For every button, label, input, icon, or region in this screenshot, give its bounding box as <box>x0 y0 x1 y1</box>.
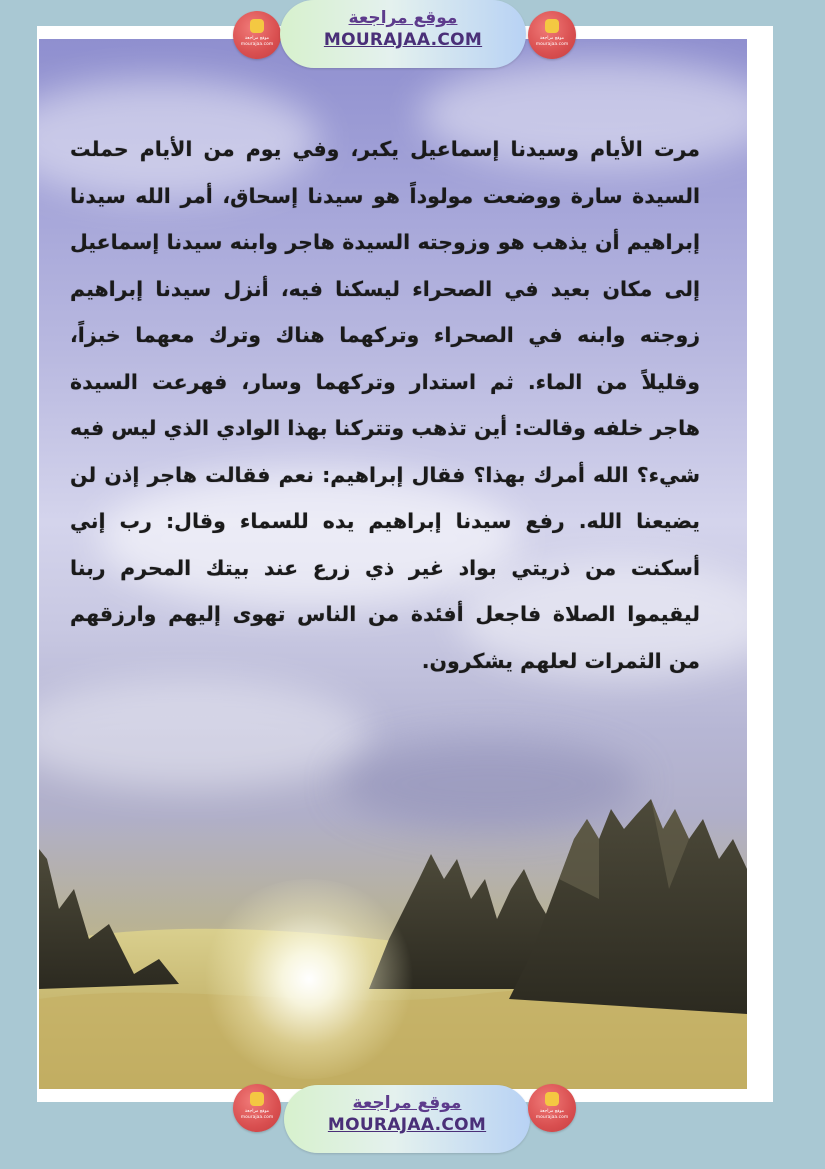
mourajaa-logo-icon: موقع مراجعة mourajaa.com <box>528 1084 576 1132</box>
site-name-ar[interactable]: موقع مراجعة <box>348 8 458 28</box>
story-text: مرت الأيام وسيدنا إسماعيل يكبر، وفي يوم من الأيام حملت السيدة سارة ووضعت مولوداً هو سيدنا إسحاق، أمر الله سيدنا إبراهيم أن يذهب هو وزوجته السيدة هاجر وابنه سيدنا إسماعيل إلى مكان بعيد في الصحراء ليسكنا فيه، أنزل سيدنا إبراهيم زوجته وابنه في الصحراء وتركهما هناك وترك معهما خبزاً، وقليلاً من الماء. ثم استدار وتركهما وسار، فهرعت السيدة هاجر خلفه وقالت: أين تذهب وتتركنا بهذا الوادي الذي ليس فيه شيء؟ الله أمرك بهذا؟ فقال إبراهيم: نعم فقالت هاجر إذن لن يضيعنا الله. رفع سيدنا إبراهيم يده للسماء وقال: رب إني أسكنت من ذريتي بواد غير ذي زرع عند بيتك المحرم ربنا ليقيموا الصلاة فاجعل أفئدة من الناس تهوى إليهم وارزقهم من الثمرات لعلهم يشكرون. <box>70 137 700 673</box>
mourajaa-logo-icon: موقع مراجعة mourajaa.com <box>233 11 281 59</box>
site-domain[interactable]: MOURAJAA.COM <box>327 1115 487 1135</box>
site-domain[interactable]: MOURAJAA.COM <box>323 30 483 50</box>
light-burst <box>199 879 419 1079</box>
site-name-ar[interactable]: موقع مراجعة <box>352 1093 462 1113</box>
mourajaa-logo-icon: موقع مراجعة mourajaa.com <box>528 11 576 59</box>
mourajaa-logo-icon: موقع مراجعة mourajaa.com <box>233 1084 281 1132</box>
site-badge-top[interactable] <box>280 0 526 68</box>
site-badge-bottom[interactable] <box>284 1085 530 1153</box>
